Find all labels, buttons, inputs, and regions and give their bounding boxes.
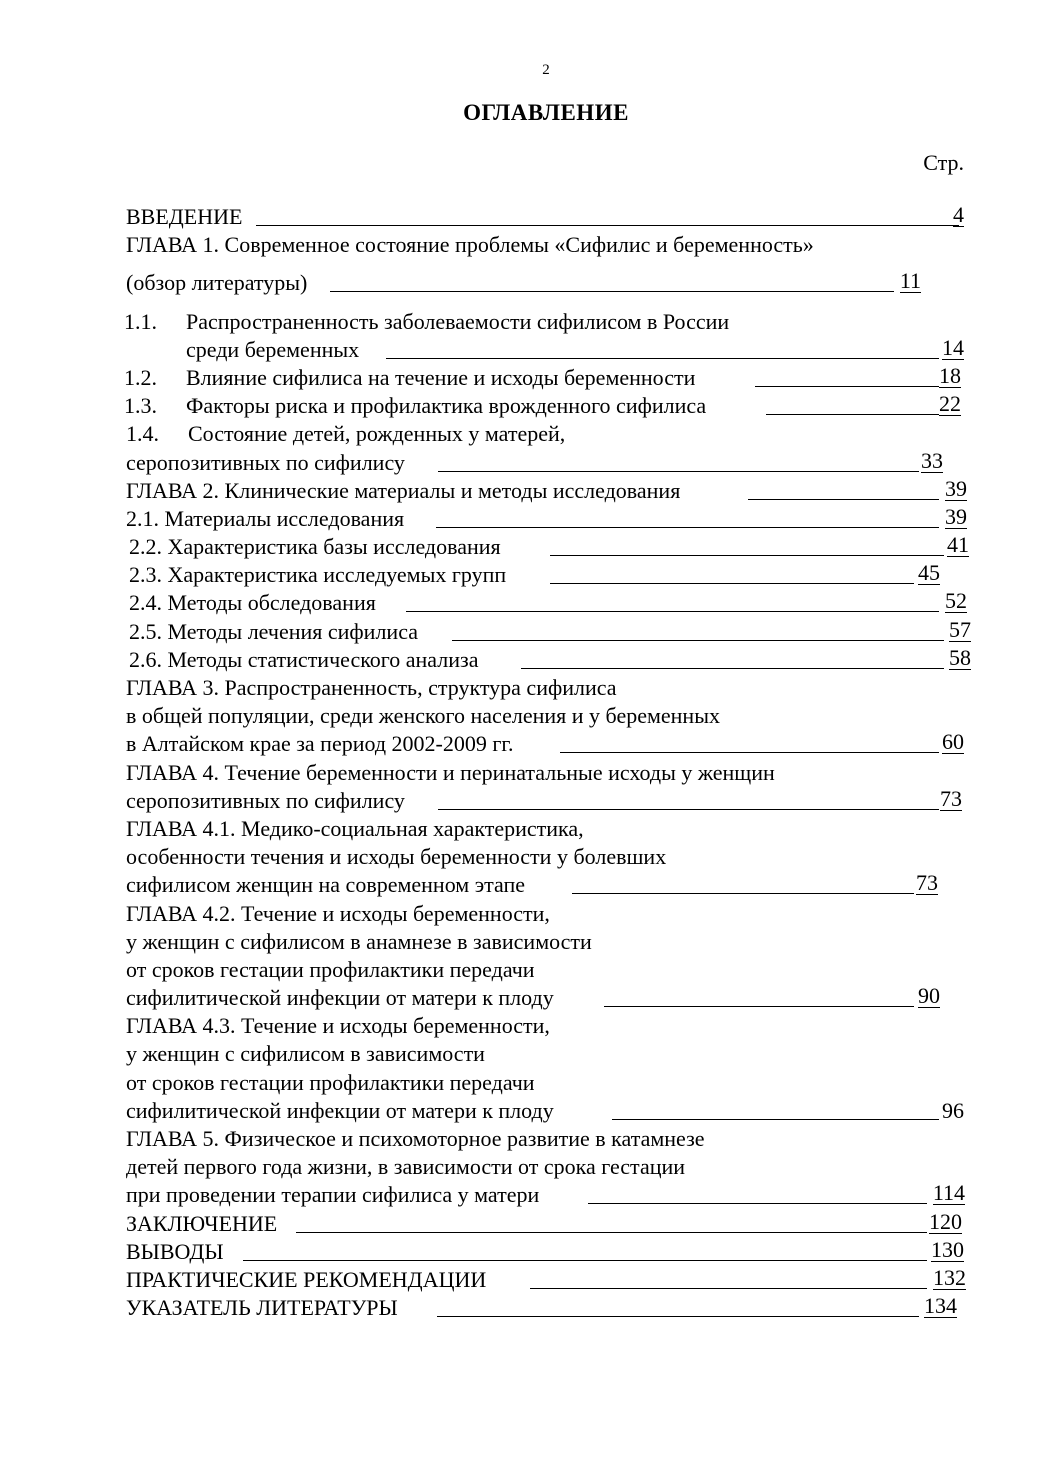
- toc-entry[interactable]: [0, 984, 1039, 1012]
- leader-line: [612, 1119, 939, 1120]
- toc-entry-text: ВВЕДЕНИЕ: [126, 204, 243, 229]
- toc-entry-text: ГЛАВА 5. Физическое и психомоторное развитие в катамнезе: [126, 1126, 705, 1151]
- toc-entry-number: 1.4.: [126, 421, 159, 447]
- toc-entry[interactable]: [0, 477, 1039, 505]
- toc-entry[interactable]: [0, 308, 1039, 336]
- leader-line: [406, 611, 939, 612]
- toc-entry-number: 1.2.: [124, 364, 157, 390]
- leader-line: [560, 752, 939, 753]
- toc-entry-text: ПРАКТИЧЕСКИЕ РЕКОМЕНДАЦИИ: [126, 1266, 487, 1292]
- toc-entry[interactable]: [0, 900, 1039, 928]
- leader-line: [755, 386, 939, 387]
- toc-entry[interactable]: [0, 871, 1039, 899]
- toc-entry-page: 18: [939, 362, 961, 388]
- leader-line: [438, 471, 919, 472]
- toc-entry[interactable]: [0, 1181, 1039, 1209]
- toc-entry-text: сифилитической инфекции от матери к плоду: [126, 1097, 554, 1123]
- toc-entry-text: 2.5. Методы лечения сифилиса: [129, 618, 419, 644]
- toc-entry[interactable]: [0, 589, 1039, 617]
- toc-entry[interactable]: [0, 269, 1039, 297]
- toc-entry-page: 134: [924, 1293, 957, 1319]
- leader-line: [748, 499, 939, 500]
- toc-entry-text: ВЫВОДЫ: [126, 1238, 224, 1264]
- toc-entry[interactable]: [0, 730, 1039, 758]
- toc-entry-text: ГЛАВА 4. Течение беременности и перинатальные исходы у женщин: [126, 759, 775, 785]
- toc-entry-text: УКАЗАТЕЛЬ ЛИТЕРАТУРЫ: [126, 1295, 398, 1321]
- toc-entry-text: ГЛАВА 4.2. Течение и исходы беременности,: [126, 900, 550, 926]
- toc-entry-text: 2.2. Характеристика базы исследования: [129, 534, 501, 560]
- toc-entry-text: 2.6. Методы статистического анализа: [129, 646, 479, 672]
- toc-entry[interactable]: [0, 364, 1039, 392]
- toc-entry[interactable]: [0, 1097, 1039, 1125]
- toc-entry-page: 52: [945, 588, 967, 614]
- leader-line: [766, 414, 939, 415]
- leader-line: [386, 358, 939, 359]
- toc-entry-page: 14: [942, 334, 964, 360]
- toc-entry-page: 33: [921, 447, 943, 473]
- toc-entry[interactable]: [0, 533, 1039, 561]
- toc-entry[interactable]: [0, 1012, 1039, 1040]
- pages-column-label: Стр.: [923, 150, 964, 175]
- leader-line: [243, 1260, 927, 1261]
- toc-entry[interactable]: [0, 702, 1039, 730]
- toc-entry-number: 1.1.: [124, 308, 157, 334]
- toc-entry-text: при проведении терапии сифилиса у матери: [126, 1182, 540, 1208]
- toc-entry[interactable]: [0, 956, 1039, 984]
- toc-entry[interactable]: [0, 928, 1039, 956]
- toc-entry-text: ЗАКЛЮЧЕНИЕ: [126, 1210, 278, 1236]
- toc-entry-text: серопозитивных по сифилису: [126, 449, 405, 475]
- toc-entry[interactable]: [0, 1040, 1039, 1068]
- toc-entry-text: Состояние детей, рожденных у матерей,: [188, 421, 566, 447]
- toc-entry[interactable]: [0, 1266, 1039, 1294]
- toc-entry[interactable]: [0, 449, 1039, 477]
- leader-line: [452, 640, 944, 641]
- toc-entry-text: ГЛАВА 4.3. Течение и исходы беременности,: [126, 1013, 550, 1039]
- toc-entry[interactable]: [0, 1238, 1039, 1266]
- toc-entry-page: 132: [933, 1264, 966, 1290]
- toc-entry-text: в Алтайском крае за период 2002-2009 гг.: [126, 731, 514, 757]
- toc-entry-page: 11: [899, 268, 921, 294]
- toc-entry-text: в общей популяции, среди женского населения и у беременных: [126, 703, 720, 729]
- toc-entry-page: 39: [945, 475, 967, 501]
- toc-entry-text: от сроков гестации профилактики передачи: [126, 956, 535, 982]
- leader-line: [436, 527, 939, 528]
- leader-line: [530, 1288, 927, 1289]
- toc-entry-text: 2.1. Материалы исследования: [126, 505, 405, 531]
- toc-entry-text: Распространенность заболеваемости сифилисом в России: [186, 308, 730, 334]
- toc-entry[interactable]: [0, 646, 1039, 674]
- table-of-contents: [0, 203, 1039, 1322]
- toc-entry-page: 58: [949, 644, 971, 670]
- toc-entry-page: 39: [945, 503, 967, 529]
- toc-entry-text: ГЛАВА 4.1. Медико-социальная характеристика,: [126, 815, 584, 841]
- toc-entry-page: 57: [949, 616, 971, 642]
- toc-entry[interactable]: [0, 759, 1039, 787]
- toc-entry[interactable]: [0, 420, 1039, 448]
- toc-entry-text: среди беременных: [186, 336, 360, 362]
- toc-entry-page: 73: [916, 870, 938, 896]
- leader-line: [588, 1203, 927, 1204]
- toc-entry[interactable]: [0, 336, 1039, 364]
- toc-entry-number: 1.3.: [124, 393, 157, 419]
- toc-entry[interactable]: [0, 1153, 1039, 1181]
- toc-entry[interactable]: [0, 815, 1039, 843]
- toc-entry-text: 2.4. Методы обследования: [129, 590, 376, 616]
- toc-entry[interactable]: [0, 505, 1039, 533]
- leader-line: [437, 1316, 919, 1317]
- toc-entry[interactable]: [0, 1125, 1039, 1153]
- toc-entry[interactable]: [0, 203, 1039, 231]
- toc-entry-page: 120: [929, 1208, 962, 1234]
- toc-entry[interactable]: [0, 561, 1039, 589]
- leader-line: [330, 291, 894, 292]
- toc-entry-text: (обзор литературы): [126, 270, 308, 296]
- toc-entry-page: 4: [953, 202, 964, 227]
- toc-entry-page: 22: [939, 391, 961, 417]
- leader-line: [604, 1006, 914, 1007]
- toc-entry[interactable]: [0, 392, 1039, 420]
- leader-line: [256, 225, 959, 226]
- toc-entry[interactable]: [0, 787, 1039, 815]
- toc-entry[interactable]: [0, 1294, 1039, 1322]
- toc-entry[interactable]: [0, 674, 1039, 702]
- toc-entry-text: сифилитической инфекции от матери к плоду: [126, 985, 554, 1011]
- page-title: ОГЛАВЛЕНИЕ: [463, 100, 629, 125]
- toc-entry-text: Факторы риска и профилактика врожденного сифилиса: [186, 393, 707, 419]
- toc-entry[interactable]: [0, 1210, 1039, 1238]
- toc-entry-page: 73: [940, 785, 962, 811]
- toc-entry-text: особенности течения и исходы беременности у болевших: [126, 844, 667, 870]
- page-number: 2: [542, 62, 550, 78]
- toc-entry-text: детей первого года жизни, в зависимости от срока гестации: [126, 1154, 686, 1180]
- leader-line: [550, 555, 944, 556]
- toc-entry-page: 130: [931, 1236, 964, 1262]
- leader-line: [550, 583, 914, 584]
- toc-entry-text: у женщин с сифилисом в анамнезе в зависимости: [126, 928, 592, 954]
- toc-entry-text: Влияние сифилиса на течение и исходы беременности: [186, 364, 696, 390]
- toc-entry-text: от сроков гестации профилактики передачи: [126, 1069, 535, 1095]
- leader-line: [572, 893, 914, 894]
- toc-entry-page: 96: [942, 1097, 964, 1123]
- toc-entry-text: серопозитивных по сифилису: [126, 787, 405, 813]
- toc-entry-text: 2.3. Характеристика исследуемых групп: [129, 562, 507, 588]
- toc-entry-text: сифилисом женщин на современном этапе: [126, 872, 526, 898]
- toc-entry[interactable]: [0, 231, 1039, 259]
- toc-entry-text: ГЛАВА 2. Клинические материалы и методы исследования: [126, 477, 681, 503]
- toc-entry-text: у женщин с сифилисом в зависимости: [126, 1041, 485, 1067]
- toc-entry-page: 114: [932, 1180, 965, 1206]
- leader-line: [296, 1232, 927, 1233]
- toc-entry-page: 90: [918, 983, 940, 1009]
- toc-entry-page: 60: [942, 729, 964, 755]
- toc-entry-page: 45: [918, 560, 940, 586]
- toc-entry[interactable]: [0, 1069, 1039, 1097]
- toc-entry[interactable]: [0, 843, 1039, 871]
- toc-entry-text: ГЛАВА 3. Распространенность, структура сифилиса: [126, 675, 617, 700]
- leader-line: [521, 668, 944, 669]
- toc-entry[interactable]: [0, 618, 1039, 646]
- toc-entry-page: 41: [947, 532, 969, 558]
- leader-line: [438, 809, 939, 810]
- toc-entry-text: ГЛАВА 1. Современное состояние проблемы «Сифилис и беременность»: [126, 232, 814, 258]
